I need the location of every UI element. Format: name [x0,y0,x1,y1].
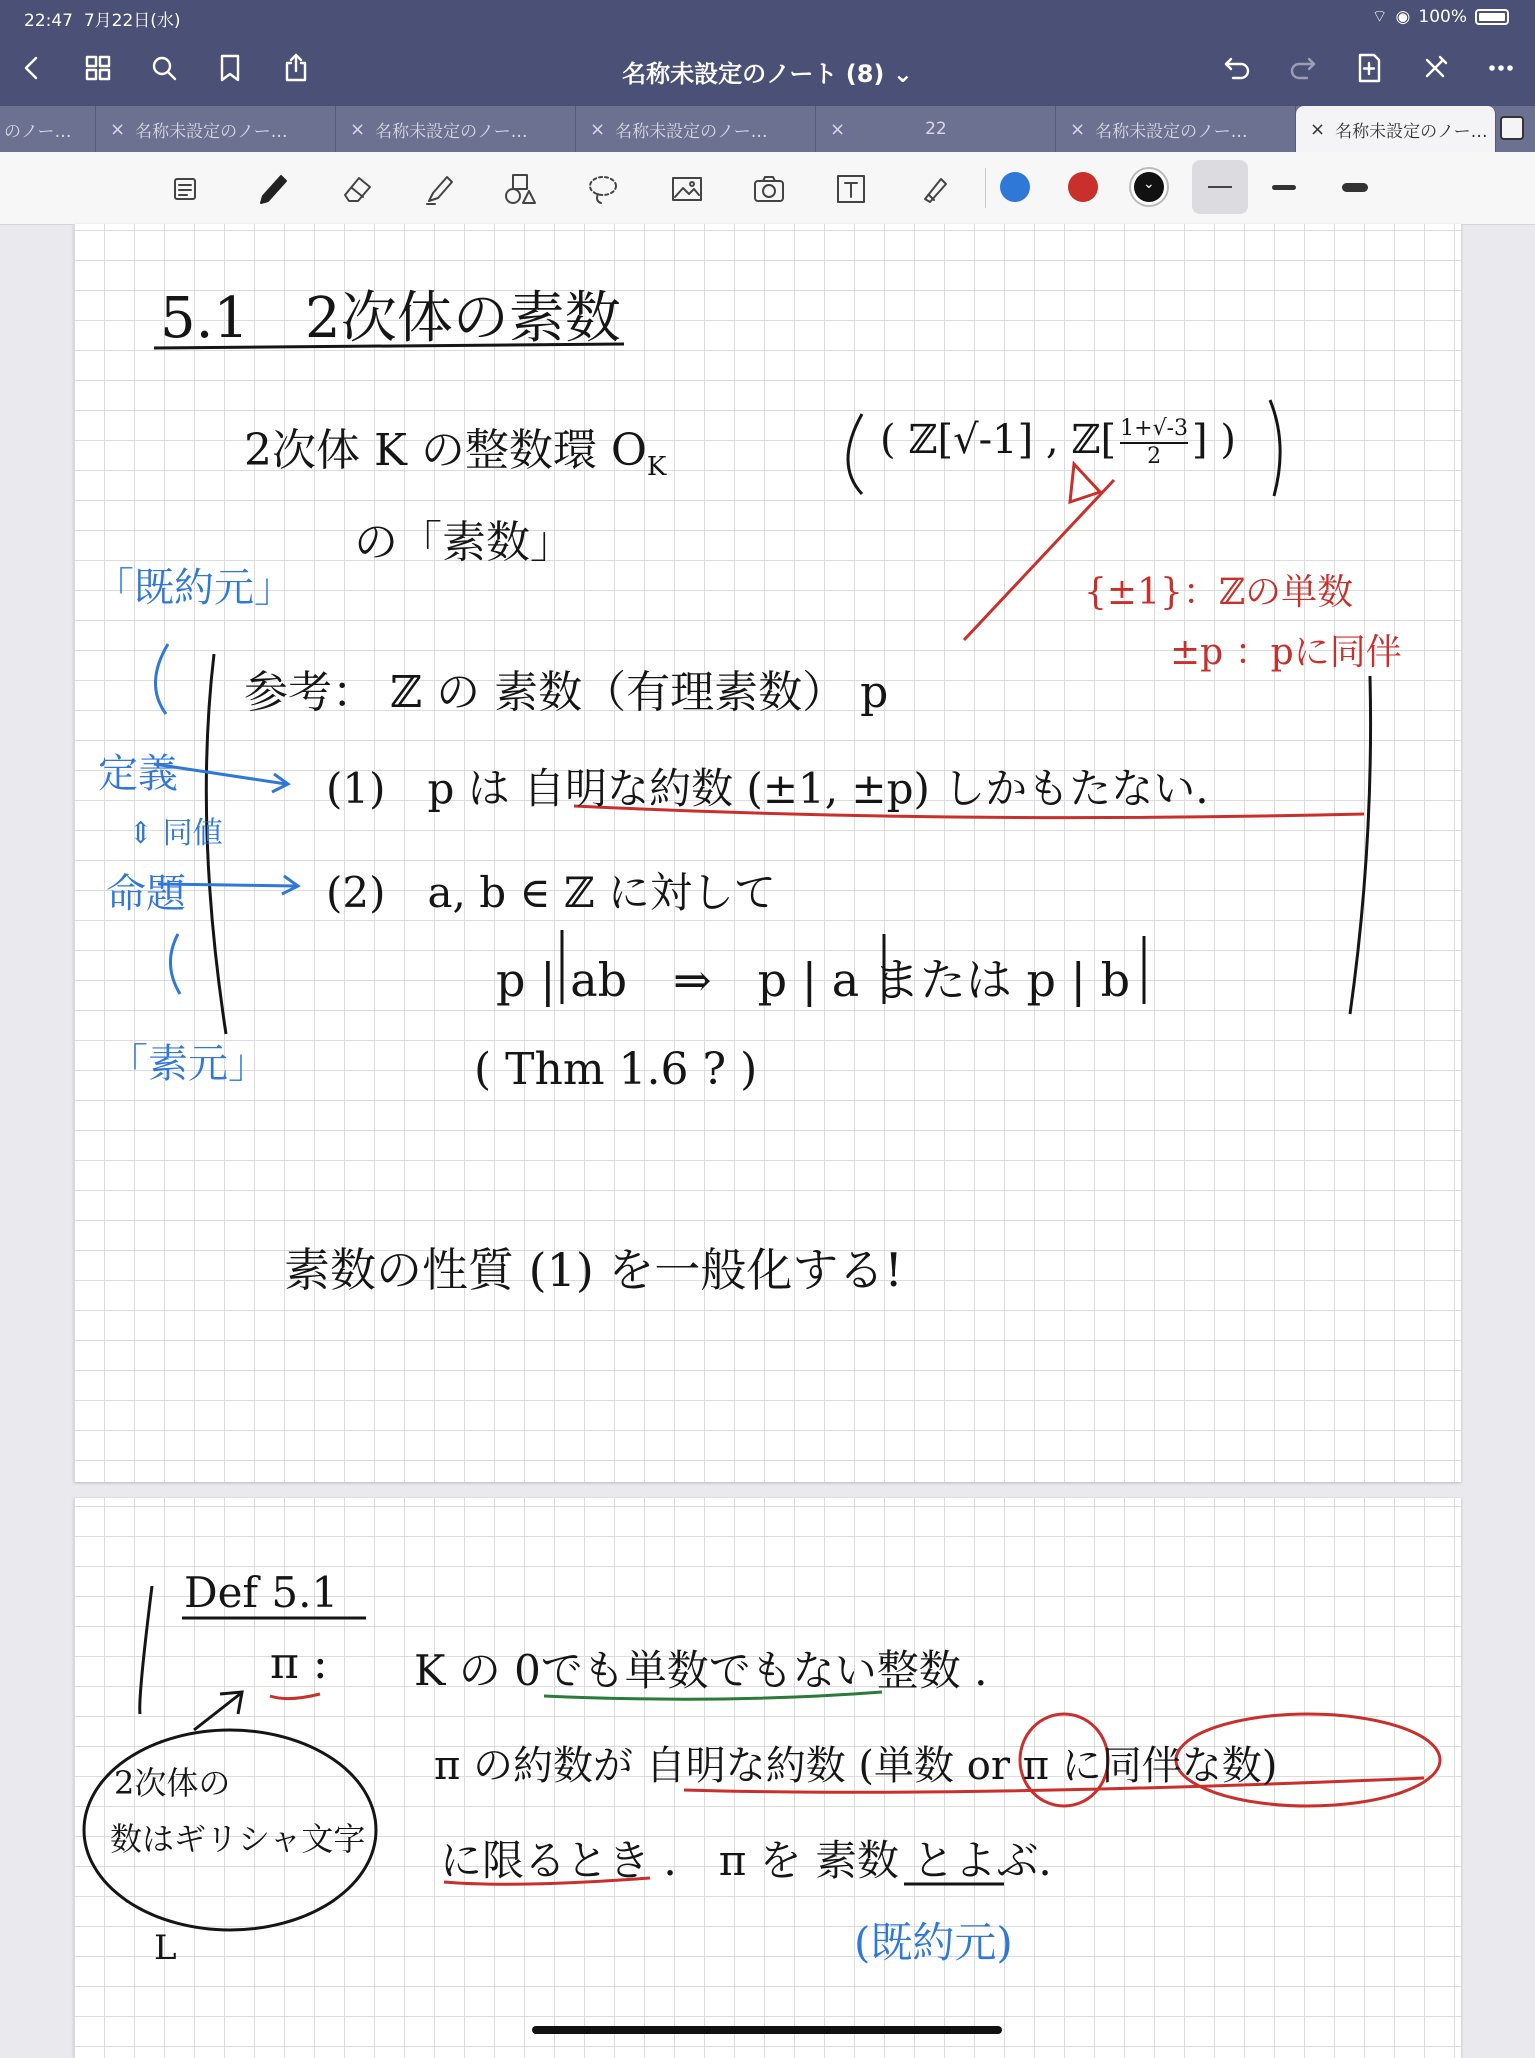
unit-circled: 単数 [874,1743,955,1789]
condition-1: (1) p は 自明な約数 (±1, ±p) しかもたない. [326,764,1209,813]
tab-3[interactable] [576,106,816,152]
close-paren: ) [1261,1743,1278,1789]
eraser-icon[interactable] [332,164,382,214]
close-tab-icon[interactable]: × [1310,118,1326,140]
battery-icon [1475,9,1509,25]
units-note: {±1}：ℤの単数 [1084,572,1354,613]
heading: 5.1 2次体の素数 [160,286,621,351]
lasso-icon[interactable] [578,164,628,214]
location-icon: ◉ [1395,6,1411,27]
reference-line: 参考： ℤ の 素数（有理素数） p [244,667,889,718]
ring-subscript: K [646,451,667,482]
tab-4[interactable] [816,106,1056,152]
definition-label: 定義 [98,751,178,797]
definition-line-3: に限るとき . π を 素数 とよぶ. [440,1836,1052,1885]
close-edit-icon[interactable] [1415,48,1455,88]
tab-0[interactable] [0,106,96,152]
tab-label: のノー… [4,121,72,142]
associate-circled: π に同伴な数 [1022,1743,1262,1789]
ring-text: 2次体 K の整数環 O [244,425,647,476]
tab-label: 名称未設定のノー… [375,121,528,142]
tab-1[interactable] [96,106,336,152]
read-mode-icon[interactable] [160,164,210,214]
stroke-size-medium[interactable] [1272,185,1296,190]
theorem-reference: ( Thm 1.6 ? ) [474,1044,758,1095]
divisor-text: π の約数が 自明な約数 ( [434,1743,875,1789]
tab-5[interactable] [1056,106,1296,152]
tab-label: 名称未設定のノー… [135,121,288,142]
or-text: or [954,1743,1023,1789]
divisibility-implication: p | ab ⇒ p | a または p | b [496,953,1131,1007]
toolbar-divider [985,168,986,208]
laser-pointer-icon[interactable] [910,164,960,214]
tab-6-active[interactable] [1296,106,1496,152]
more-icon[interactable] [1481,48,1521,88]
close-tab-icon[interactable]: × [110,118,126,140]
definition-line-1: K の 0でも単数でもない整数 . [414,1646,988,1695]
equivalent-label: ⇕ 同値 [128,816,223,851]
tab-label: 名称未設定のノー… [615,121,768,142]
irreducible-label: 「既約元」 [94,565,294,611]
color-swatch-red[interactable] [1068,172,1098,202]
close-tab-icon[interactable]: × [1070,118,1086,140]
associate-note: ±p ：pに同伴 [1170,632,1402,673]
pen-icon[interactable] [248,164,298,214]
close-tab-icon[interactable]: × [830,118,846,140]
sidebar-toggle-icon[interactable] [1500,116,1524,140]
note-page-1[interactable] [74,224,1461,1482]
irreducible-note: (既約元) [854,1918,1013,1967]
camera-icon[interactable] [744,164,794,214]
definition-line-2 [434,1734,1277,1791]
prime-element-label: 「素元」 [108,1041,268,1087]
tab-label: 22 [925,119,947,139]
bubble-line-1: 2次体の [114,1764,231,1802]
text-tool-icon[interactable] [826,164,876,214]
tab-label: 名称未設定のノー… [1095,121,1248,142]
wifi-icon: ⌔ [1371,7,1388,27]
ring-example-close: ] ) [1192,417,1236,463]
undo-icon[interactable] [1217,48,1257,88]
status-indicators [1372,6,1509,27]
battery-percent: 100% [1418,6,1467,27]
tab-bar [0,106,1535,152]
fraction-denominator: 2 [1147,444,1162,469]
stroke-size-thick[interactable] [1342,183,1368,192]
color-swatch-blue[interactable] [1000,172,1030,202]
note-page-2[interactable] [74,1498,1461,2058]
tab-2[interactable] [336,106,576,152]
redo-icon[interactable] [1283,48,1323,88]
stroke-size-thin-selected[interactable] [1192,160,1248,214]
document-title[interactable]: 名称未設定のノート (8) ⌄ [622,60,913,88]
line-2-text: の「素数」 [354,517,574,568]
line-1-text [244,414,666,482]
close-tab-icon[interactable]: × [350,118,366,140]
condition-2: (2) a, b ∈ ℤ に対して [326,868,776,917]
close-tab-icon[interactable]: × [590,118,606,140]
top-bar [0,0,1535,106]
pi-symbol: π : [270,1638,328,1689]
image-icon[interactable] [662,164,712,214]
color-swatch-black-selected[interactable] [1134,172,1164,202]
chevron-down-icon: ⌄ [1143,176,1155,192]
ring-example-text: ( ℤ[√-1] , ℤ[ [880,417,1117,463]
tab-label: 名称未設定のノー… [1335,121,1488,142]
proposition-label: 命題 [106,871,186,917]
status-time [24,6,181,31]
home-indicator [532,2026,1002,2034]
date: 7月22日(水) [83,11,181,31]
shapes-icon[interactable] [496,164,546,214]
drawing-toolbar [0,152,1535,225]
highlighter-icon[interactable] [414,164,464,214]
clock: 22:47 [24,11,73,31]
bubble-line-2: 数はギリシャ文字 [110,1820,366,1858]
add-page-icon[interactable] [1349,48,1389,88]
corner-mark: L [154,1928,177,1968]
generalize-line: 素数の性質 (1) を一般化する! [284,1243,903,1297]
definition-heading: Def 5.1 [184,1568,339,1617]
fraction-numerator: 1+√-3 [1120,416,1188,444]
ring-examples [880,416,1236,470]
